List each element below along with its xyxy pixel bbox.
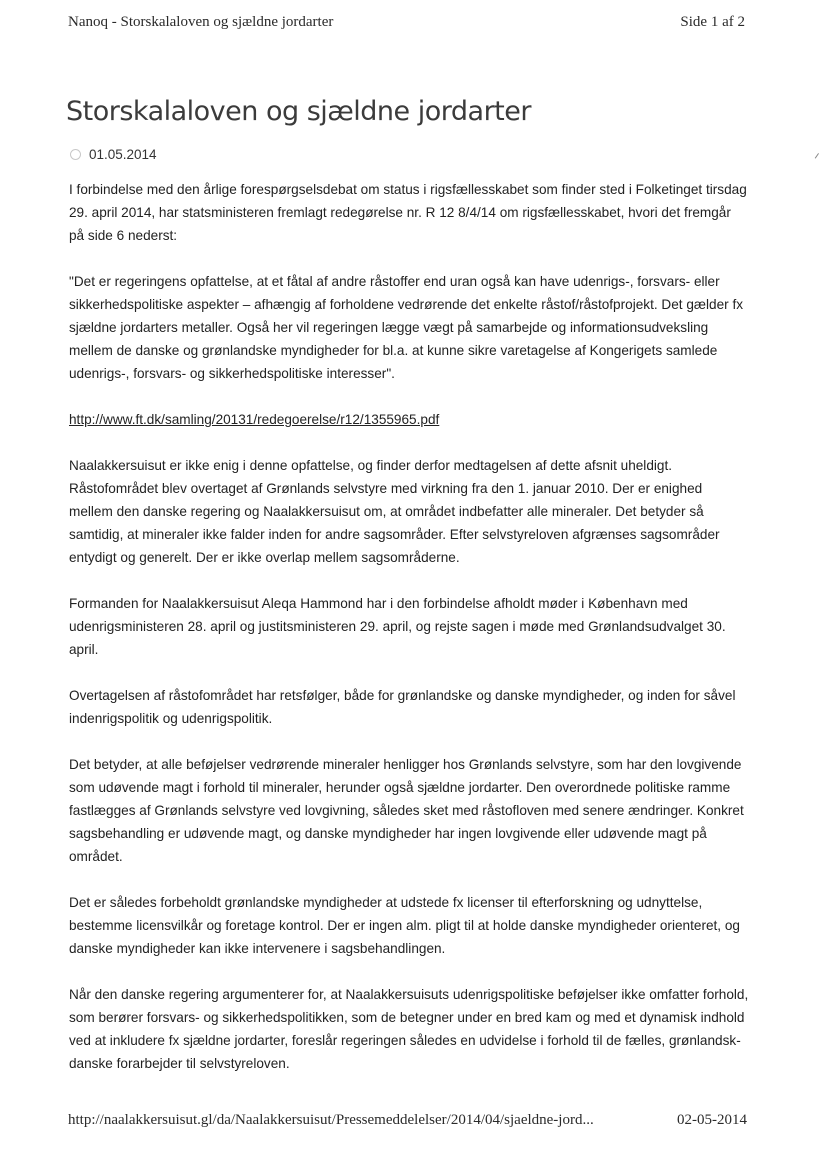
print-header — [68, 14, 745, 36]
paragraph-quote: "Det er regeringens opfattelse, at et fåtal af andre råstoffer end uran også kan have udenrigs-, forsvars- eller sikkerhedspolitiske aspekter – afhængig af forholdene vedrørende det enkelte råstof/råstofprojekt. Det gælder fx sjældne jordarters metaller. Også her vil regeringen lægge vægt på samarbejde og informationsudveksling mellem de danske og grønlandske myndigheder for bl.a. at kunne sikre varetagelse af Kongerigets samlede udenrigs-, forsvars- og sikkerhedspolitiske interesser". — [69, 274, 744, 381]
clock-icon — [70, 149, 81, 160]
paragraph-licenses: Det er således forbeholdt grønlandske myndigheder at udstede fx licenser til efterforskning og udnyttelse, bestemme licensvilkår og foretage kontrol. Der er ingen alm. pligt til at holde danske myndigheder orienteret, og danske myndigheder kan ikke intervenere i sagsbehandlingen. — [69, 895, 740, 956]
redegoerelse-link[interactable]: http://www.ft.dk/samling/20131/redegoerelse/r12/1355965.pdf — [69, 412, 440, 427]
print-footer-url: http://naalakkersuisut.gl/da/Naalakkersuisut/Pressemeddelelser/2014/04/sjaeldne-jord... — [68, 1112, 594, 1128]
scan-mark — [815, 153, 823, 161]
article-body — [69, 178, 749, 1098]
paragraph-powers: Det betyder, at alle beføjelser vedrørende mineraler henligger hos Grønlands selvstyre, som har den lovgivende som udøvende magt i forhold til mineraler, herunder også sjældne jordarter. Den overordnede politiske ramme fastlægges af Grønlands selvstyre ved lovgivning, således sket med råstofloven med senere ændringer. Konkret sagsbehandling er udøvende magt, og danske myndigheder har ingen lovgivende eller udøvende magt på området. — [69, 757, 744, 864]
print-footer-date: 02-05-2014 — [677, 1112, 747, 1128]
paragraph-link-wrapper — [69, 408, 749, 431]
print-footer — [68, 1112, 747, 1134]
paragraph-intro: I forbindelse med den årlige forespørgselsdebat om status i rigsfællesskabet som finder sted i Folketinget tirsdag 29. april 2014, har statsministeren fremlagt redegørelse nr. R 12 8/4/14 om rigsfællesskabet, hvori det fremgår på side 6 nederst: — [69, 182, 747, 243]
article-date: 01.05.2014 — [89, 147, 157, 162]
article-title: Storskalaloven og sjældne jordarter — [66, 96, 531, 127]
article-date-row — [70, 147, 157, 162]
print-header-title: Nanoq - Storskalaloven og sjældne jordarter — [68, 14, 334, 30]
paragraph-meetings: Formanden for Naalakkersuisut Aleqa Hammond har i den forbindelse afholdt møder i København med udenrigsministeren 28. april og justitsministeren 29. april, og rejste sagen i møde med Grønlandsudvalget 30. april. — [69, 596, 726, 657]
paragraph-disagreement: Naalakkersuisut er ikke enig i denne opfattelse, og finder derfor medtagelsen af dette afsnit uheldigt. Råstofområdet blev overtaget af Grønlands selvstyre med virkning fra den 1. januar 2010. Der er enighed mellem den danske regering og Naalakkersuisut om, at området indbefatter alle mineraler. Det betyder så samtidig, at mineraler ikke falder inden for andre sagsområder. Efter selvstyreloven afgrænses sagsområder entydigt og generelt. Der er ikke overlap mellem sagsområderne. — [69, 458, 720, 565]
paragraph-consequences: Overtagelsen af råstofområdet har retsfølger, både for grønlandske og danske myndigheder, og inden for såvel indenrigspolitik og udenrigspolitik. — [69, 688, 736, 726]
print-header-page-number: Side 1 af 2 — [680, 14, 745, 30]
paragraph-argument: Når den danske regering argumenterer for, at Naalakkersuisuts udenrigspolitiske beføjelser ikke omfatter forhold, som berører forsvars- og sikkerhedspolitikken, som de betegner under en bred kam og med et dynamisk indhold ved at inkludere fx sjældne jordarter, foreslår regeringen således en udvidelse i forhold til de fælles, grønlandsk-danske forarbejder til selvstyreloven. — [69, 987, 749, 1071]
